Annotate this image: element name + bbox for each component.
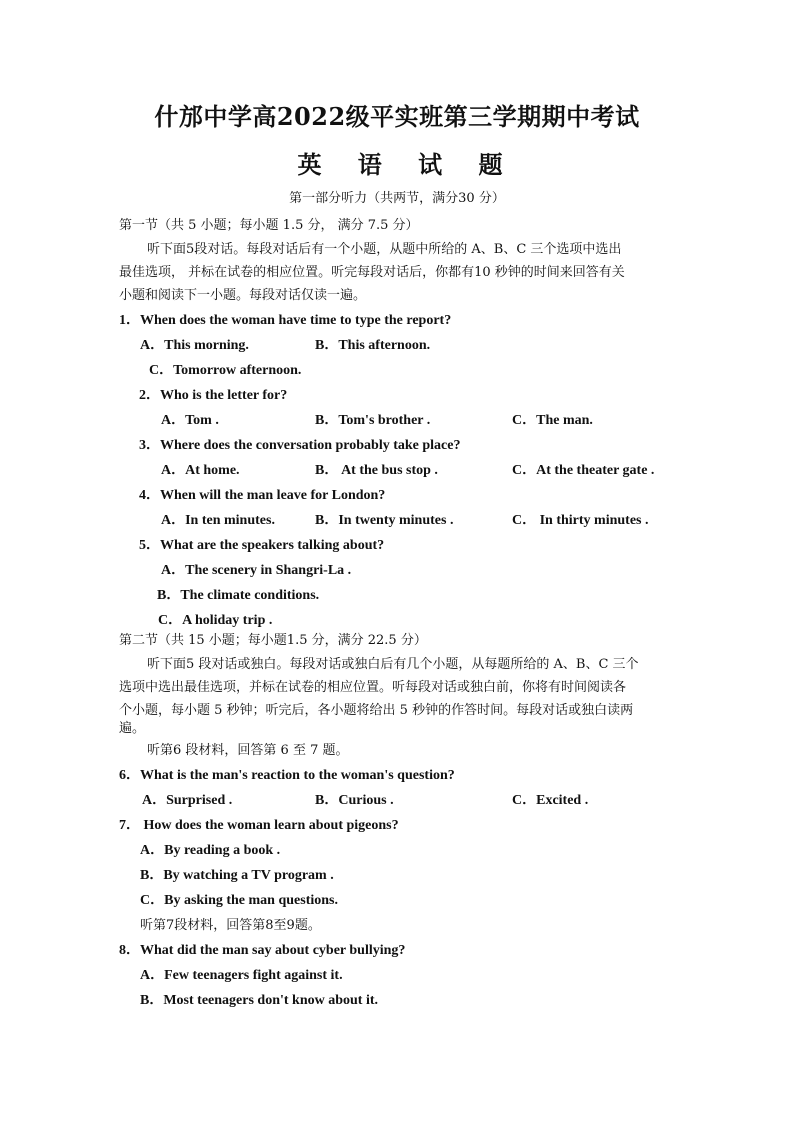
question-option: A．Few teenagers fight against it. [140, 968, 343, 983]
question-option: B．The climate conditions. [157, 588, 320, 603]
question-stem: 2．Who is the letter for? [139, 388, 288, 403]
listening-note: 听第7段材料，回答第8至9题。 [140, 918, 321, 933]
question-stem: 8．What did the man say about cyber bullying? [119, 943, 406, 958]
question-option: B．This afternoon. [315, 338, 431, 353]
question-option: A．Surprised . [142, 793, 233, 808]
question-option: C．Excited . [512, 793, 589, 808]
question-stem: 6．What is the man's reaction to the woman's question? [119, 768, 455, 783]
question-option: B．Most teenagers don't know about it. [140, 993, 379, 1008]
question-option: B．Curious . [315, 793, 394, 808]
section2-instruction-line: 听下面5 段对话或独白。每段对话或独白后有几个小题，从每题所给的 A、B、C 三个 [147, 657, 639, 672]
question-option: A．At home. [161, 463, 240, 478]
question-stem: 5．What are the speakers talking about? [139, 538, 385, 553]
question-option: A．Tom . [161, 413, 219, 428]
question-option: A．In ten minutes. [161, 513, 275, 528]
question-option: C．Tomorrow afternoon. [149, 363, 302, 378]
question-option: C．The man. [512, 413, 593, 428]
question-option: B．In twenty minutes . [315, 513, 454, 528]
question-stem: 1．When does the woman have time to type the report? [119, 313, 452, 328]
question-option: A．The scenery in Shangri-La . [161, 563, 352, 578]
section2-instruction-line: 遍。 [119, 721, 146, 736]
part1-heading: 第一部分听力（共两节，满分30 分） [289, 191, 505, 206]
question-option: B． At the bus stop . [315, 463, 438, 478]
question-option: C．A holiday trip . [158, 613, 273, 628]
listening-note: 听第6 段材料，回答第 6 至 7 题。 [147, 743, 349, 758]
question-stem: 3．Where does the conversation probably take place? [139, 438, 461, 453]
question-option: C．At the theater gate . [512, 463, 655, 478]
question-stem: 7． How does the woman learn about pigeons? [119, 818, 399, 833]
section1-instruction-line: 最佳选项， 并标在试卷的相应位置。听完每段对话后，你都有10 秒钟的时间来回答有关 [119, 265, 625, 280]
question-option: C． In thirty minutes . [512, 513, 649, 528]
section2-instruction-line: 选项中选出最佳选项，并标在试卷的相应位置。听每段对话或独白前，你将有时间阅读各 [119, 680, 627, 695]
exam-subtitle: 英 语 试 题 [297, 150, 517, 179]
question-option: A．This morning. [140, 338, 249, 353]
section2-instruction-line: 个小题，每小题 5 秒钟；听完后，各小题将给出 5 秒钟的作答时间。每段对话或独白读两 [119, 703, 634, 718]
question-stem: 4．When will the man leave for London? [139, 488, 386, 503]
question-option: C．By asking the man questions. [140, 893, 338, 908]
section2-heading: 第二节（共 15 小题；每小题1.5 分，满分 22.5 分） [119, 633, 427, 648]
section1-instruction-line: 小题和阅读下一小题。每段对话仅读一遍。 [119, 288, 367, 303]
question-option: B．Tom's brother . [315, 413, 431, 428]
section1-heading: 第一节（共 5 小题；每小题 1.5 分， 满分 7.5 分） [119, 218, 419, 233]
question-option: A．By reading a book . [140, 843, 281, 858]
question-option: B．By watching a TV program . [140, 868, 334, 883]
section1-instruction-line: 听下面5段对话。每段对话后有一个小题，从题中所给的 A、B、C 三个选项中选出 [147, 242, 622, 257]
exam-title: 什邡中学高2022级平实班第三学期期中考试 [154, 102, 640, 131]
